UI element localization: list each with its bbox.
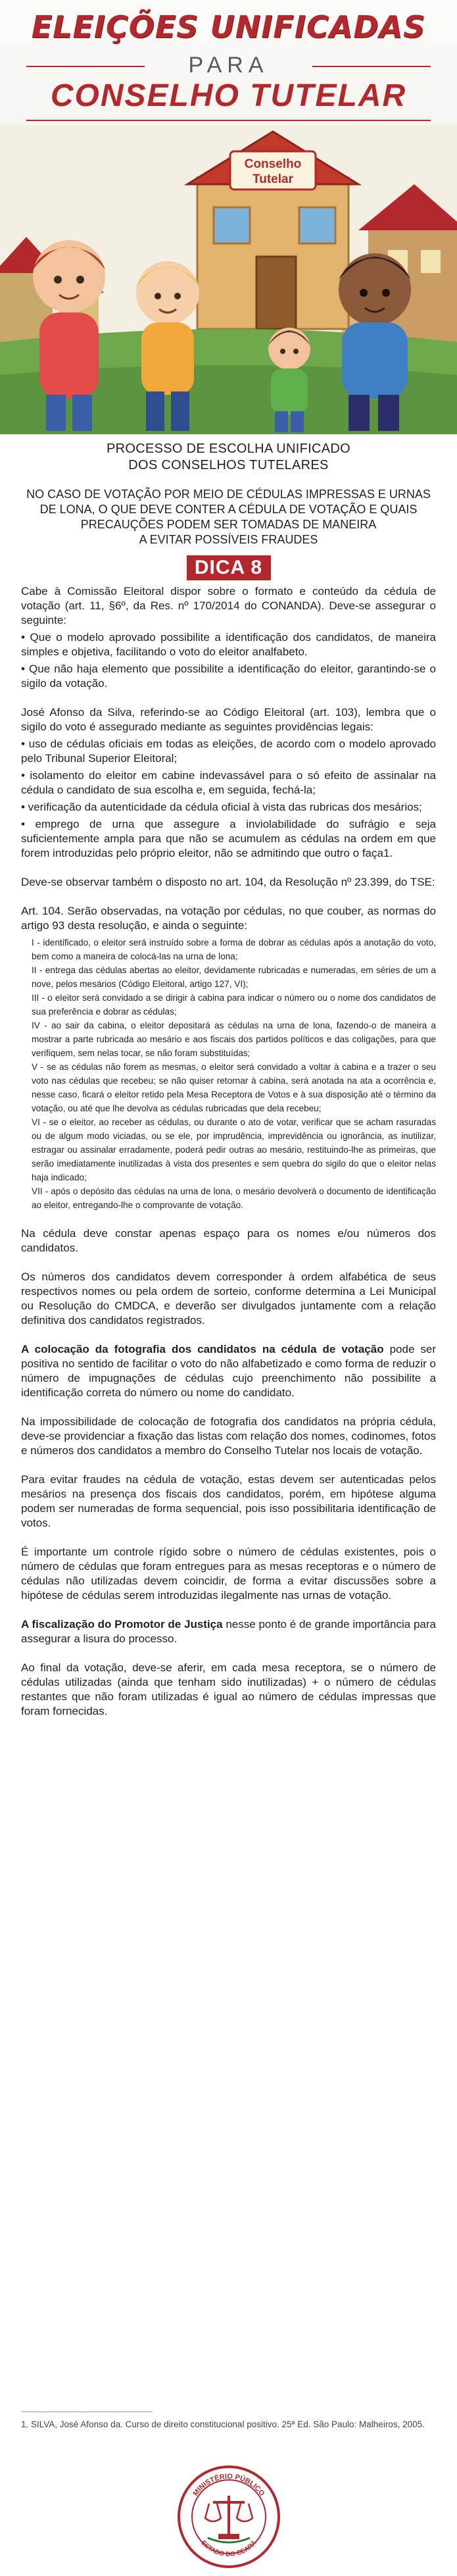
- dica-badge: DICA 8: [187, 555, 271, 580]
- section-subtitle-line3: PRECAUÇÕES PODEM SER TOMADAS DE MANEIRA: [80, 518, 377, 531]
- building-sign-line2: Tutelar: [253, 172, 293, 186]
- building-sign-line1: Conselho: [244, 157, 302, 171]
- main-content: [21, 434, 436, 1733]
- art104-item: III - o eleitor será convidado a se dirigir à cabina para indicar o número ou o nome dos candidatos de sua preferência e dobrar as cédulas;: [32, 993, 436, 1017]
- paragraph-comissao: Cabe à Comissão Eleitoral dispor sobre o formato e conteúdo da cédula de votação (art. 11, §6º, da Res. nº 170/2014 do CONANDA). Deve-se assegurar o seguinte:: [21, 585, 436, 626]
- seal-top-text: MINISTÉRIO PÚBLICO: [191, 2472, 266, 2498]
- title-para: PARA: [188, 53, 269, 78]
- paragraph-numeros: Os números dos candidatos devem corresponder à ordem alfabética de seus respectivos nomes ou pela ordem de sorteio, conforme determina a Lei Municipal ou Resolução do CMDCA, e deverão ser divulgados juntamente com a relação definitiva dos candidatos registrados.: [21, 1271, 436, 1326]
- section-subtitle-line2: DE LONA, O QUE DEVE CONTER A CÉDULA DE VOTAÇÃO E QUAIS: [39, 503, 418, 516]
- section-title-line1: PROCESSO DE ESCOLHA UNIFICADO: [107, 442, 350, 456]
- paragraph-fotografia-rest: pode ser positiva no sentido de facilitar o voto do não alfabetizado e como forma de reduzir o número de impugnações de cédulas cujo preenchimento não possibilite a identificação correta do número ou nome do candidato.: [21, 1343, 436, 1399]
- bullet-item: • uso de cédulas oficiais em todas as eleições, de acordo com o modelo aprovado pelo Tribunal Superior Eleitoral;: [21, 738, 436, 765]
- art104-items: [32, 936, 436, 1212]
- art104-item: VII - após o depósito das cédulas na urna de lona, o mesário devolverá o documento de identificação ao eleitor, entregando-lhe o comprovante de votação.: [32, 1186, 436, 1210]
- paragraph-cedula-espaco: Na cédula deve constar apenas espaço para os nomes e/ou números dos candidatos.: [21, 1227, 436, 1254]
- paragraph-art104: Art. 104. Serão observadas, na votação por cédulas, no que couber, as normas do artigo 93 desta resolução, e ainda o seguinte:: [21, 905, 436, 932]
- paragraph-impossibilidade: Na impossibilidade de colocação de fotografia dos candidatos na própria cédula, deve-se providenciar a fixação das listas com relação dos nomes, codinomes, fotos e números dos candidatos a membro do Conselho Tutelar nos locais de votação.: [21, 1415, 436, 1457]
- title-rule-right: [312, 66, 431, 67]
- section-subtitle: [21, 487, 436, 547]
- illustration-children-building: [0, 125, 457, 434]
- seal-bottom-text: ESTADO DO CEARÁ: [199, 2539, 258, 2559]
- art104-item: VI - se o eleitor, ao receber as cédulas, ou durante o ato de votar, verificar que se acham rasuradas ou de algum modo viciadas, ou se ele, por imprudência, imprevidência ou ignorância, as inutilizar, estragar ou assinalar erradamente, poderá pedir outras ao mesário, restituindo-lhe as primeiras, que serão imediatamente inutilizadas à vista dos presentes e sem quebra do sigilo do que o eleitor nelas haja indicado;: [32, 1117, 436, 1182]
- paragraph-controle: É importante um controle rígido sobre o número de cédulas existentes, pois o número de cédulas que foram entregues para as mesas receptoras e o número de cédulas não utilizadas devem coincidir, de forma a evitar discussões sobre a hipótese de cédulas serem introduzidas ilegalmente nas urnas de votação.: [21, 1546, 436, 1602]
- paragraph-art104-ref: Deve-se observar também o disposto no art. 104, da Resolução nº 23.399, do TSE:: [21, 876, 435, 888]
- bullet-item: • emprego de urna que assegure a inviolabilidade do sufrágio e seja suficientemente ampla para que não se acumulem as cédulas na ordem em que forem introduzidas pelo próprio eleitor, não se admitindo que outro o faça1.: [21, 818, 436, 859]
- art104-item: IV - ao sair da cabina, o eleitor depositará as cédulas na urna de lona, fazendo-o de maneira a mostrar a parte rubricada ao mesário e aos fiscais dos partidos políticos e das coligações, para que verifiquem, sem nelas tocar, se não foram substituídas;: [32, 1021, 436, 1058]
- paragraph-fiscalizacao: [21, 1617, 436, 1646]
- bullet-item: • Que o modelo aprovado possibilite a identificação dos candidatos, de maneira simples e objetiva, facilitando o voto do eleitor analfabeto.: [21, 631, 436, 658]
- paragraph-fraudes: Para evitar fraudes na cédula de votação, estas devem ser autenticadas pelos mesários na presença dos fiscais dos candidatos, porém, em hipótese alguma podem ser numeradas de forma sequencial, pois isso possibilitaria identificação de votos.: [21, 1473, 436, 1529]
- paragraph-fotografia-lead: A colocação da fotografia dos candidatos na cédula de votação: [21, 1343, 384, 1355]
- bullet-list-sigilo: [21, 737, 436, 861]
- section-title-line2: DOS CONSELHOS TUTELARES: [128, 458, 329, 472]
- title-rule-bottom: [26, 120, 431, 121]
- paragraph-jose-afonso: José Afonso da Silva, referindo-se ao Código Eleitoral (art. 103), lembra que o sigilo do voto é assegurado mediante as seguintes providências legais:: [21, 706, 436, 733]
- art104-item: V - se as cédulas não forem as mesmas, o eleitor será convidado a voltar à cabina e a trazer o seu voto nas cédulas que recebeu; se não quiser retornar à cabina, será anotada na ata a ocorrência e, nesse caso, ficará o eleitor retido pela Mesa Receptora de Votos e à sua disposição até o término da votação, ou até que lhe devolva as cédulas rubricadas que dela recebeu;: [32, 1062, 436, 1113]
- footnote: 1. SILVA, José Afonso da. Curso de direito constitucional positivo. 25ª Ed. São Paulo: Malheiros, 2005.: [21, 2419, 425, 2429]
- paragraph-fiscalizacao-lead: A fiscalização do Promotor de Justiça: [21, 1618, 223, 1630]
- header-banner: [0, 0, 457, 434]
- title-eleicoes-unificadas: ELEIÇÕES UNIFICADAS: [31, 9, 426, 45]
- bullet-list-cedula: [21, 630, 436, 691]
- section-subtitle-line4: A EVITAR POSSÍVEIS FRAUDES: [139, 533, 318, 546]
- title-conselho-tutelar: CONSELHO TUTELAR: [50, 78, 407, 113]
- section-title: [21, 441, 436, 474]
- paragraph-fiscalizacao-rest: nesse ponto é de grande importância para assegurar a lisura do processo.: [21, 1618, 436, 1645]
- bullet-item: • Que não haja elemento que possibilite a identificação do eleitor, garantindo-se o sigilo da votação.: [21, 663, 436, 690]
- section-subtitle-line1: NO CASO DE VOTAÇÃO POR MEIO DE CÉDULAS IMPRESSAS E URNAS: [26, 488, 431, 501]
- bullet-item: • isolamento do eleitor em cabine indevassável para o só efeito de assinalar na cédula o candidato de sua escolha e, em seguida, fechá-la;: [21, 769, 436, 796]
- art104-item: I - identificado, o eleitor será instruído sobre a forma de dobrar as cédulas após a anotação do voto, bem como a maneira de colocá-las na urna de lona;: [32, 938, 436, 961]
- bullet-item: • verificação da autenticidade da cédula oficial à vista das rubricas dos mesários;: [21, 801, 422, 813]
- paragraph-fotografia: [21, 1342, 436, 1400]
- paragraph-final-votacao: Ao final da votação, deve-se aferir, em cada mesa receptora, se o número de cédulas utilizadas (ainda que tenham sido inutilizadas) + o número de cédulas restantes que não foram utilizadas é igual ao número de cédulas impressas que foram fornecidas.: [21, 1661, 436, 1717]
- art104-item: II - entrega das cédulas abertas ao eleitor, devidamente rubricadas e numeradas, em séries de um a nove, pelos mesários (Código Eleitoral, artigo 127, VI);: [32, 965, 436, 989]
- ministerio-publico-seal: [176, 2464, 281, 2569]
